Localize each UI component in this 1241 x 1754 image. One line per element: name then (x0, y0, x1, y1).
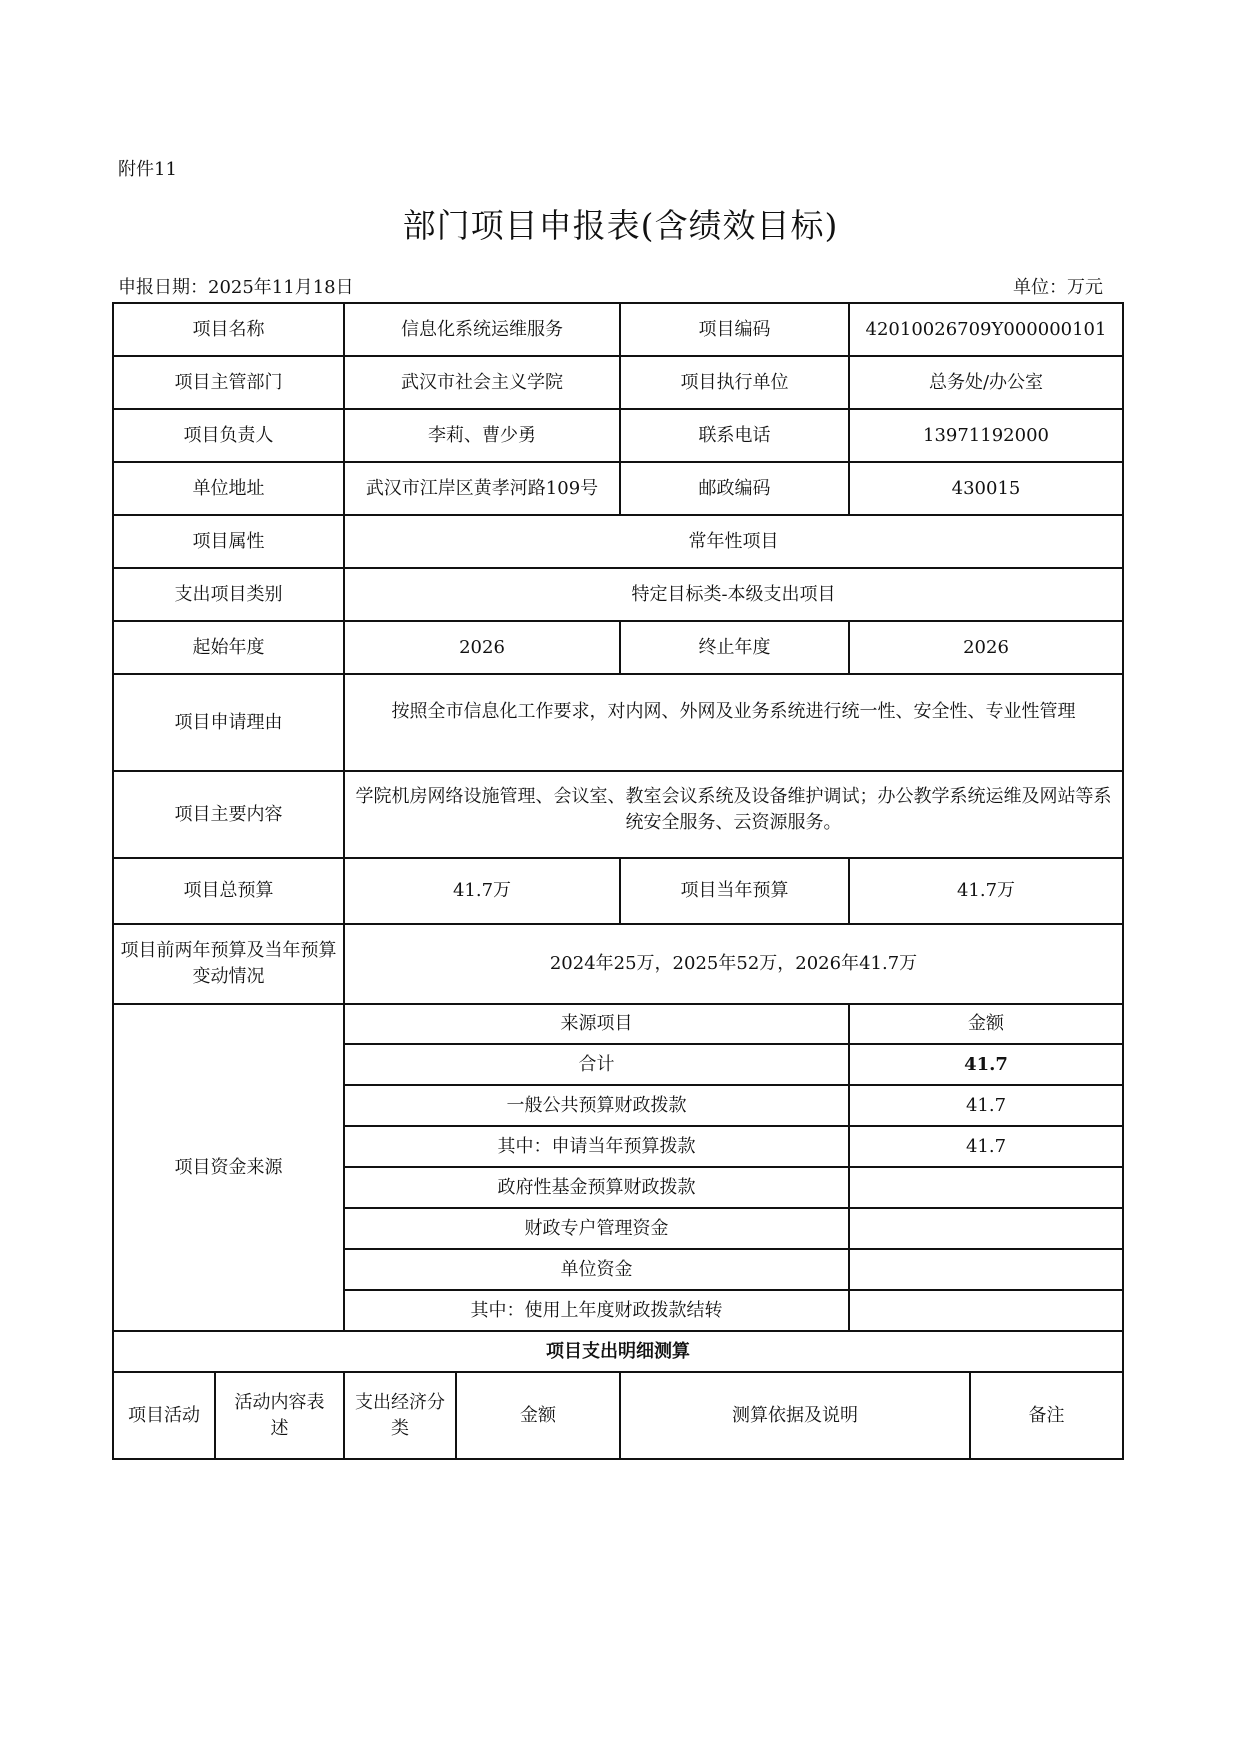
funding-label: 项目资金来源 (113, 1004, 344, 1331)
year-budget-value: 41.7万 (849, 858, 1123, 924)
funding-source: 合计 (344, 1044, 849, 1085)
funding-header-row (113, 1004, 1123, 1044)
attribute-value: 常年性项目 (344, 515, 1123, 568)
phone-value: 13971192000 (849, 409, 1123, 462)
funding-amount (849, 1208, 1123, 1249)
funding-source: 其中：使用上年度财政拨款结转 (344, 1290, 849, 1331)
history-value: 2024年25万，2025年52万，2026年41.7万 (344, 924, 1123, 1004)
funding-source: 财政专户管理资金 (344, 1208, 849, 1249)
exec-unit-label: 项目执行单位 (620, 356, 849, 409)
dept-value: 武汉市社会主义学院 (344, 356, 620, 409)
funding-source: 单位资金 (344, 1249, 849, 1290)
funding-amount: 41.7 (849, 1085, 1123, 1126)
attribute-label: 项目属性 (113, 515, 344, 568)
unit-label: 单位：万元 (1013, 277, 1103, 298)
reason-value: 按照全市信息化工作要求，对内网、外网及业务系统进行统一性、安全性、专业性管理 (344, 674, 1123, 771)
detail-header-remark: 备注 (970, 1372, 1123, 1459)
owner-label: 项目负责人 (113, 409, 344, 462)
detail-header-economic-class: 支出经济分类 (344, 1372, 456, 1459)
row-reason (113, 674, 1123, 771)
phone-label: 联系电话 (620, 409, 849, 462)
category-value: 特定目标类-本级支出项目 (344, 568, 1123, 621)
owner-value: 李莉、曹少勇 (344, 409, 620, 462)
content-label: 项目主要内容 (113, 771, 344, 858)
project-name-value: 信息化系统运维服务 (344, 303, 620, 356)
detail-header-basis: 测算依据及说明 (620, 1372, 970, 1459)
row-history (113, 924, 1123, 1004)
exec-unit-value: 总务处/办公室 (849, 356, 1123, 409)
end-year-label: 终止年度 (620, 621, 849, 674)
funding-source: 一般公共预算财政拨款 (344, 1085, 849, 1126)
project-application-table (112, 302, 1124, 1460)
address-value: 武汉市江岸区黄孝河路109号 (344, 462, 620, 515)
row-project-name (113, 303, 1123, 356)
funding-amount-header: 金额 (849, 1004, 1123, 1044)
reason-label: 项目申请理由 (113, 674, 344, 771)
report-date: 申报日期：2025年11月18日 (118, 277, 354, 298)
row-budget (113, 858, 1123, 924)
funding-amount (849, 1249, 1123, 1290)
end-year-value: 2026 (849, 621, 1123, 674)
row-content (113, 771, 1123, 858)
row-department (113, 356, 1123, 409)
detail-section-title: 项目支出明细测算 (113, 1331, 1123, 1372)
address-label: 单位地址 (113, 462, 344, 515)
content-value: 学院机房网络设施管理、会议室、教室会议系统及设备维护调试；办公教学系统运维及网站等系统安全服务、云资源服务。 (344, 771, 1123, 858)
history-label: 项目前两年预算及当年预算变动情况 (113, 924, 344, 1004)
dept-label: 项目主管部门 (113, 356, 344, 409)
attachment-label: 附件11 (118, 159, 177, 180)
funding-amount: 41.7 (849, 1044, 1123, 1085)
funding-source: 政府性基金预算财政拨款 (344, 1167, 849, 1208)
postcode-value: 430015 (849, 462, 1123, 515)
row-years (113, 621, 1123, 674)
detail-section-row (113, 1331, 1123, 1372)
funding-amount (849, 1167, 1123, 1208)
category-label: 支出项目类别 (113, 568, 344, 621)
year-budget-label: 项目当年预算 (620, 858, 849, 924)
row-owner (113, 409, 1123, 462)
detail-header-amount: 金额 (456, 1372, 620, 1459)
funding-source: 其中：申请当年预算拨款 (344, 1126, 849, 1167)
postcode-label: 邮政编码 (620, 462, 849, 515)
funding-amount (849, 1290, 1123, 1331)
funding-source-header: 来源项目 (344, 1004, 849, 1044)
detail-header-activity: 项目活动 (113, 1372, 215, 1459)
funding-amount: 41.7 (849, 1126, 1123, 1167)
row-attribute (113, 515, 1123, 568)
start-year-value: 2026 (344, 621, 620, 674)
project-code-label: 项目编码 (620, 303, 849, 356)
start-year-label: 起始年度 (113, 621, 344, 674)
row-address (113, 462, 1123, 515)
detail-header-description: 活动内容表述 (215, 1372, 344, 1459)
project-name-label: 项目名称 (113, 303, 344, 356)
detail-header-row (113, 1372, 1123, 1459)
total-budget-value: 41.7万 (344, 858, 620, 924)
row-category (113, 568, 1123, 621)
page-title: 部门项目申报表(含绩效目标) (402, 206, 839, 245)
total-budget-label: 项目总预算 (113, 858, 344, 924)
project-code-value: 42010026709Y000000101 (849, 303, 1123, 356)
